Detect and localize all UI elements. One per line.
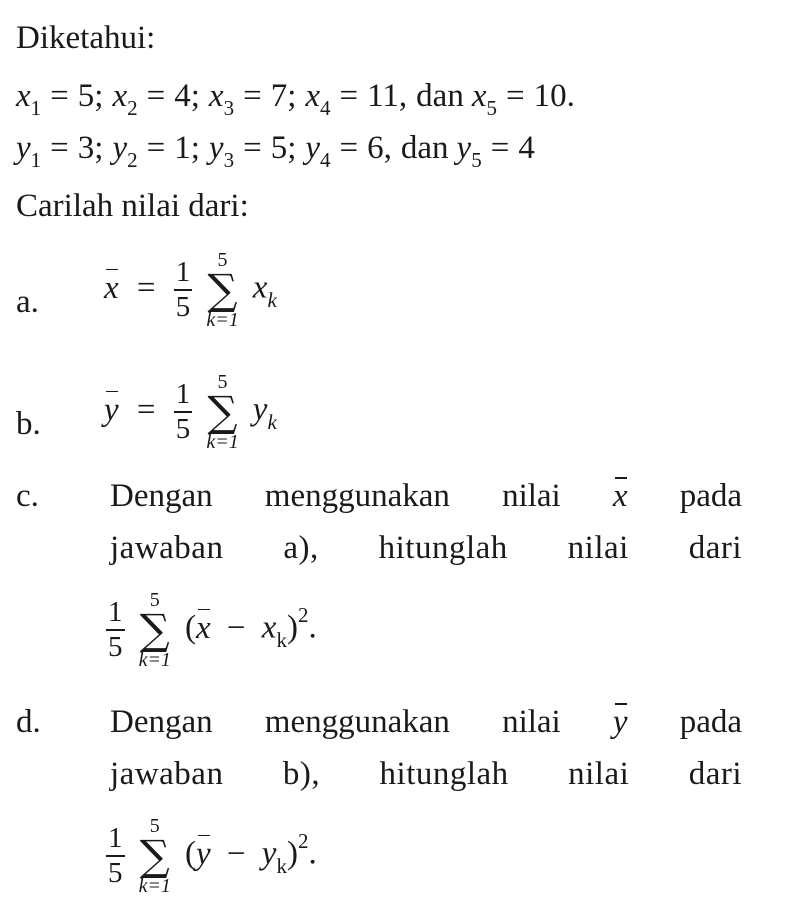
given-y-term: $y_2 = 1$; — [112, 130, 200, 172]
item-b-label: b. — [16, 406, 41, 442]
given-y-term: $y_4 = 6$, — [305, 130, 392, 172]
item-d-line1: Dengan menggunakan nilai y pada — [110, 704, 742, 740]
header-label: Diketahui: — [16, 20, 156, 56]
item-a-label: a. — [16, 284, 39, 320]
summation-symbol: 5 ∑ k=1 — [138, 589, 171, 671]
given-x-term: $x_3 = 7$; — [208, 78, 297, 120]
item-c-formula: $\frac{1}{5}$ 5 ∑ k=1 $(x - x_k)^2$. — [108, 589, 317, 671]
fraction: $\frac{1}{5}$ — [175, 378, 191, 445]
item-b-formula: y = $\frac{1}{5}$ 5 ∑ k=1 $y_k$ — [104, 371, 277, 453]
given-x-line — [16, 78, 575, 120]
given-y-term: $y_3 = 5$; — [208, 130, 297, 172]
summation-symbol: 5 ∑ k=1 — [206, 249, 239, 331]
y-bar: y — [104, 391, 119, 428]
given-y-last: dan $y_5 = 4$ — [400, 130, 535, 172]
prompt-text: Carilah nilai dari: — [16, 188, 249, 224]
given-x-last: dan $x_5 = 10$. — [416, 78, 575, 120]
given-x-term: $x_4 = 11$, — [305, 78, 408, 120]
item-c-label: c. — [16, 478, 39, 514]
given-x-term: $x_1 = 5$; — [16, 78, 104, 120]
given-y-line — [16, 130, 535, 172]
item-a-formula: x = $\frac{1}{5}$ 5 ∑ k=1 $x_k$ — [104, 249, 277, 331]
summation-symbol: 5 ∑ k=1 — [138, 815, 171, 897]
y-bar: y — [612, 704, 628, 740]
item-d-formula: $\frac{1}{5}$ 5 ∑ k=1 $(y - y_k)^2$. — [108, 815, 317, 897]
item-c-line1: Dengan menggunakan nilai x pada — [110, 478, 742, 514]
x-bar: x — [104, 269, 119, 306]
fraction: $\frac{1}{5}$ — [108, 596, 123, 663]
summation-symbol: 5 ∑ k=1 — [206, 371, 239, 453]
x-bar: x — [612, 478, 628, 514]
fraction: $\frac{1}{5}$ — [108, 822, 123, 889]
item-d-line2: jawaban b), hitunglah nilai dari — [110, 756, 742, 792]
item-d-label: d. — [16, 704, 41, 740]
item-c-line2: jawaban a), hitunglah nilai dari — [110, 530, 742, 566]
given-y-term: $y_1 = 3$; — [16, 130, 104, 172]
fraction: $\frac{1}{5}$ — [175, 256, 191, 323]
given-x-term: $x_2 = 4$; — [112, 78, 200, 120]
